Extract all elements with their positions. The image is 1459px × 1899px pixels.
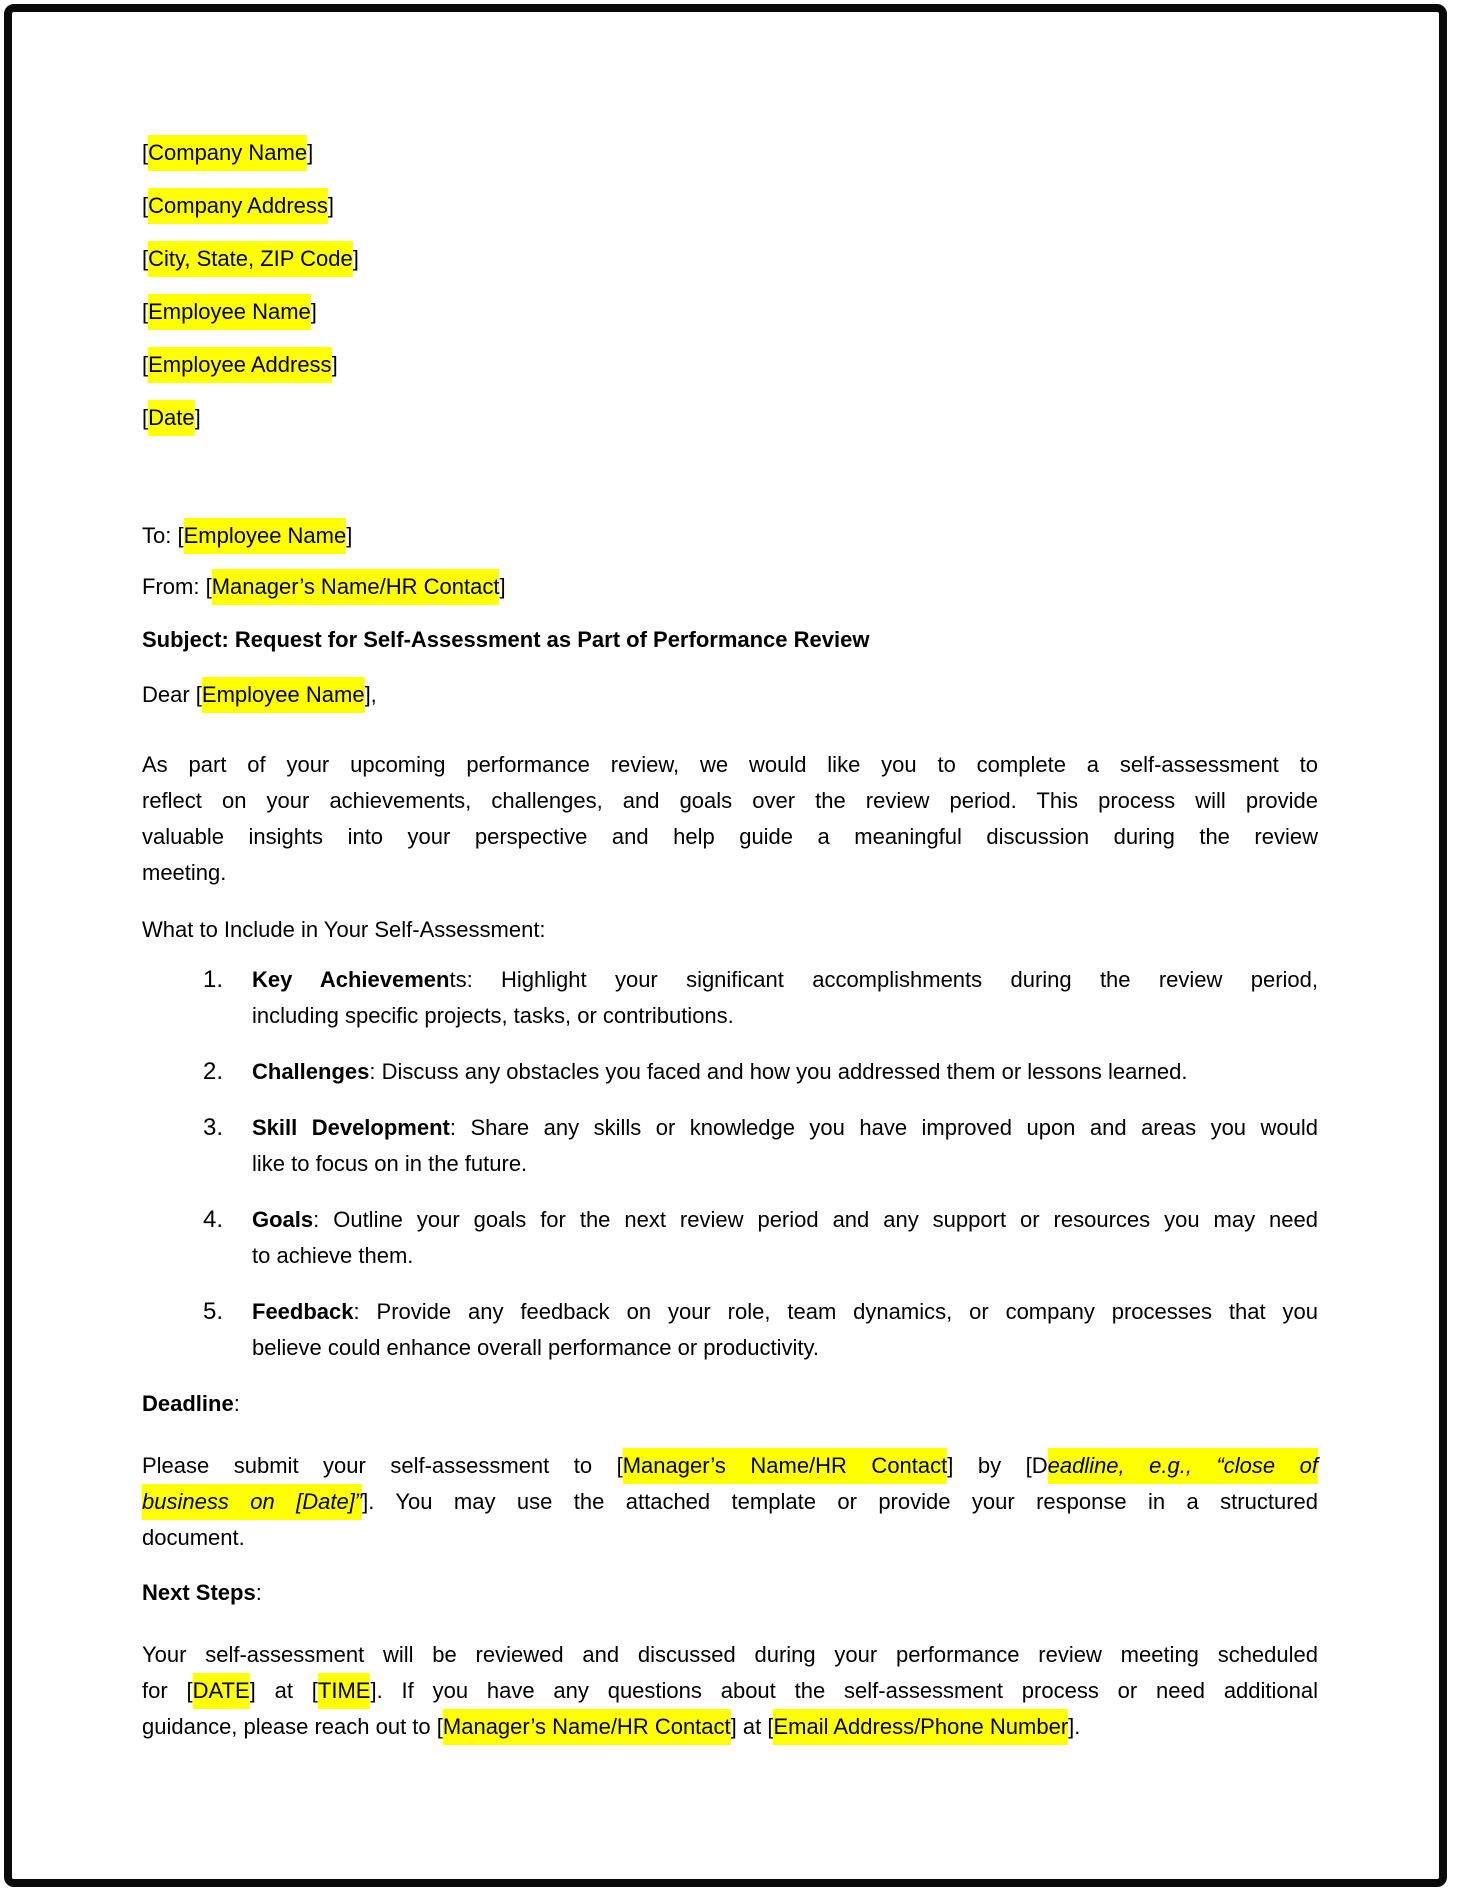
intro-line-1: As part of your upcoming performance review, we would like you to complete a self-assessment to: [142, 752, 1318, 777]
list-item-text: : Share any skills or knowledge you have improved upon and areas you would: [449, 1115, 1318, 1140]
list-item-line-1: [252, 1054, 1318, 1090]
closing-line-2: [142, 1673, 1318, 1709]
list-term-rest: ts: [449, 967, 467, 992]
closing-paragraph: [142, 1637, 1318, 1745]
list-term-bold: Goals: [252, 1207, 314, 1232]
address-line-date: [142, 400, 1318, 436]
placeholder-meeting-date: DATE: [193, 1673, 250, 1709]
next-steps-heading: [142, 1575, 1318, 1611]
list-term-bold: Key Achievemen: [252, 967, 450, 992]
placeholder-company-name: Company Name: [148, 135, 307, 171]
list-item-line-2: including specific projects, tasks, or contributions.: [252, 1003, 734, 1028]
bracket-close: ]: [352, 246, 359, 271]
placeholder-to-employee-name: Employee Name: [184, 518, 347, 554]
placeholder-contact-email-phone: Email Address/Phone Number: [773, 1709, 1068, 1745]
placeholder-company-address: Company Address: [148, 188, 328, 224]
bracket-open: [: [142, 140, 149, 165]
address-line-city-state-zip: [142, 241, 1318, 277]
placeholder-city-state-zip: City, State, ZIP Code: [148, 241, 353, 277]
list-item-body: [252, 1294, 1318, 1366]
list-item-line-2: to achieve them.: [252, 1243, 414, 1268]
placeholder-deadline-manager: Manager’s Name/HR Contact: [623, 1448, 948, 1484]
list-term-bold: Skill Development: [252, 1115, 450, 1140]
bracket-open: [: [205, 574, 212, 599]
deadline-paragraph: [142, 1448, 1318, 1556]
list-item-key-achievements: [142, 962, 1318, 1034]
deadline-heading: [142, 1386, 1318, 1422]
address-line-employee-name: [142, 294, 1318, 330]
bracket-close: ]: [327, 193, 335, 218]
closing-text: for [: [142, 1678, 193, 1703]
bracket-open: [: [142, 246, 149, 271]
salutation-line: [142, 677, 1318, 713]
list-item-text: : Highlight your significant accomplishments during the review period,: [466, 967, 1318, 992]
intro-paragraph: [142, 747, 1318, 891]
closing-text: ]. If you have any questions about the self-assessment process or need additional: [370, 1678, 1319, 1703]
bracket-open: [: [142, 193, 149, 218]
closing-line-3: [142, 1709, 1318, 1745]
placeholder-from-manager: Manager’s Name/HR Contact: [212, 569, 500, 605]
bracket-open: [: [142, 352, 149, 377]
deadline-text: ]. You may use the attached template or provide your response in a structured: [362, 1489, 1318, 1514]
salutation-label: Dear: [142, 682, 196, 707]
deadline-heading-bold: Deadline: [142, 1391, 234, 1416]
list-item-number: 4.: [203, 1206, 224, 1233]
list-item-text: : Outline your goals for the next review period and any support or resources you may need: [313, 1207, 1318, 1232]
list-item-challenges: [142, 1054, 1318, 1090]
address-line-company-name: [142, 135, 1318, 171]
closing-line-1: Your self-assessment will be reviewed and discussed during your performance review meeting scheduled: [142, 1642, 1318, 1667]
list-item-line-1: [252, 962, 1318, 998]
list-item-number: 2.: [203, 1058, 224, 1085]
address-line-company-address: [142, 188, 1318, 224]
list-item-line-1: [252, 1202, 1318, 1238]
list-term-bold: Challenges: [252, 1059, 370, 1084]
list-item-feedback: [142, 1294, 1318, 1366]
bracket-open: [: [177, 523, 184, 548]
from-label: From:: [142, 574, 206, 599]
closing-text: guidance, please reach out to [: [142, 1714, 443, 1739]
placeholder-meeting-time: TIME: [318, 1673, 371, 1709]
closing-text: ] at [: [249, 1678, 318, 1703]
placeholder-date: Date: [148, 400, 194, 436]
deadline-text: Please submit your self-assessment to [: [142, 1453, 623, 1478]
placeholder-employee-name: Employee Name: [148, 294, 311, 330]
list-item-line-2: like to focus on in the future.: [252, 1151, 528, 1176]
list-item-body: [252, 962, 1318, 1034]
blank-paragraph-spacer: [142, 436, 1318, 518]
intro-line-2: reflect on your achievements, challenges, and goals over the review period. This process will provide: [142, 788, 1318, 813]
list-item-skill-development: [142, 1110, 1318, 1182]
bracket-close: ]: [310, 299, 317, 324]
placeholder-salutation-employee-name: Employee Name: [202, 677, 365, 713]
bracket-close: ]: [307, 140, 314, 165]
address-line-employee-address: [142, 347, 1318, 383]
placeholder-contact-manager: Manager’s Name/HR Contact: [443, 1709, 731, 1745]
bracket-close: ]: [331, 352, 338, 377]
list-item-line-1: [252, 1110, 1318, 1146]
to-line: [142, 518, 1318, 554]
list-item-body: [252, 1110, 1318, 1182]
intro-line-4: meeting.: [142, 860, 227, 885]
list-term-bold: Feedback: [252, 1299, 354, 1324]
bracket-close: ]: [499, 574, 506, 599]
bracket-open: [: [142, 405, 149, 430]
closing-text: ].: [1068, 1714, 1081, 1739]
deadline-heading-colon: :: [233, 1391, 240, 1416]
bracket-open: [: [142, 299, 149, 324]
subject-line: Subject: Request for Self-Assessment as Part of Performance Review: [142, 627, 870, 652]
list-item-body: [252, 1054, 1318, 1090]
deadline-line-2: [142, 1484, 1318, 1520]
list-item-text: : Provide any feedback on your role, team dynamics, or company processes that you: [353, 1299, 1318, 1324]
placeholder-employee-address: Employee Address: [148, 347, 331, 383]
deadline-text: ] by [D: [947, 1453, 1048, 1478]
bracket-close: ]: [194, 405, 201, 430]
intro-line-3: valuable insights into your perspective and help guide a meaningful discussion during the review: [142, 824, 1318, 849]
letter-page: [4, 4, 1447, 1887]
letter-content: [12, 12, 1439, 1745]
list-item-line-1: [252, 1294, 1318, 1330]
next-steps-heading-colon: :: [255, 1580, 262, 1605]
next-steps-heading-bold: Next Steps: [142, 1580, 256, 1605]
list-item-line-2: believe could enhance overall performance or productivity.: [252, 1335, 820, 1360]
bracket-close: ]: [346, 523, 353, 548]
closing-text: ] at [: [730, 1714, 774, 1739]
deadline-line-3: document.: [142, 1525, 245, 1550]
bracket-close: ],: [364, 682, 377, 707]
list-item-goals: [142, 1202, 1318, 1274]
bracket-open: [: [195, 682, 202, 707]
list-item-text: : Discuss any obstacles you faced and how you addressed them or lessons learned.: [369, 1059, 1188, 1084]
list-item-number: 5.: [203, 1298, 224, 1325]
list-item-number: 3.: [203, 1114, 224, 1141]
to-label: To:: [142, 523, 178, 548]
from-line: [142, 569, 1318, 605]
list-item-number: 1.: [203, 966, 224, 993]
placeholder-deadline-example-part2: business on [Date]”: [142, 1484, 362, 1520]
list-intro-line: What to Include in Your Self-Assessment:: [142, 917, 546, 942]
list-item-body: [252, 1202, 1318, 1274]
placeholder-deadline-example-part1: eadline, e.g., “close of: [1048, 1448, 1318, 1484]
deadline-line-1: [142, 1448, 1318, 1484]
